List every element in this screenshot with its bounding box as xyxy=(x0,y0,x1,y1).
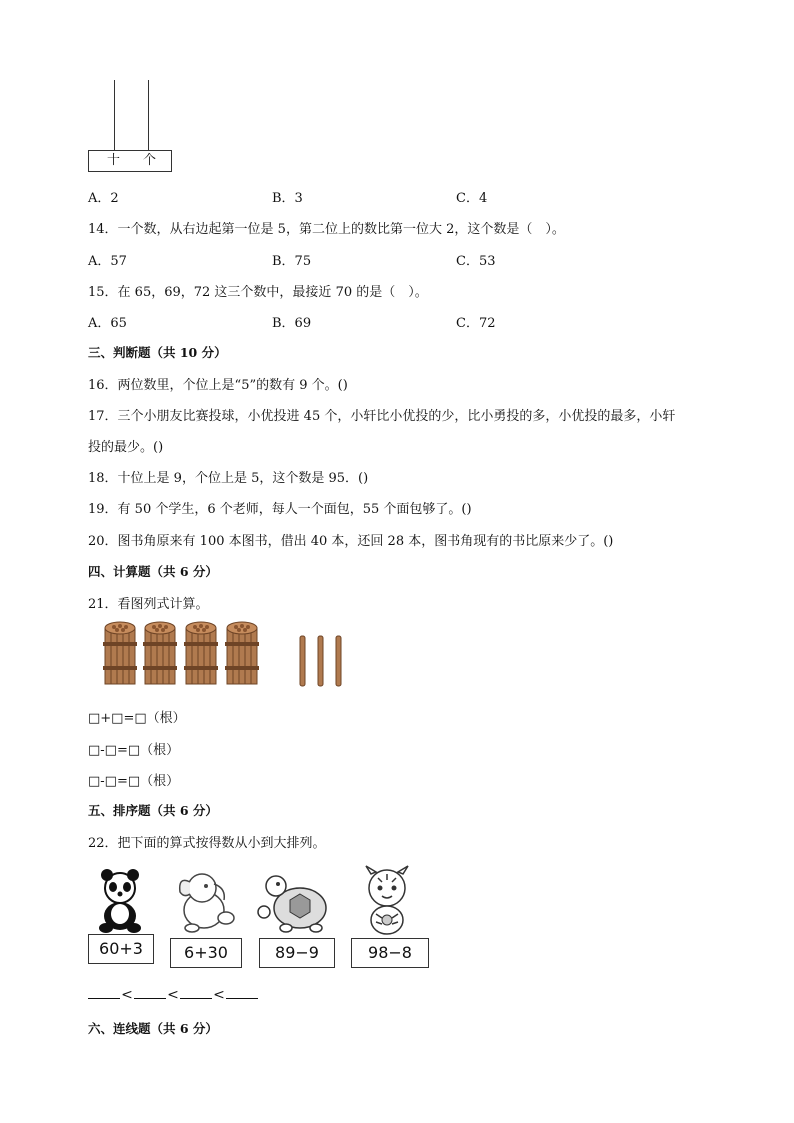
less-than-3: < xyxy=(213,987,225,1003)
single-stick-1 xyxy=(300,636,305,686)
abacus-label-ones: 个 xyxy=(143,153,157,168)
tiger-icon xyxy=(354,864,420,938)
stick-bundle-4 xyxy=(225,622,259,684)
section-4-heading: 四、计算题（共 6 分） xyxy=(88,564,218,579)
panda-icon xyxy=(92,868,148,934)
question-19: 19．有 50 个学生，6 个老师，每人一个面包，55 个面包够了。() xyxy=(88,502,472,517)
stick-bundle-2 xyxy=(143,622,177,684)
q13-option-b[interactable]: B．3 xyxy=(272,191,303,206)
q13-option-c[interactable]: C．4 xyxy=(456,191,488,206)
expression-box-3: 89−9 xyxy=(259,938,335,968)
section-5-heading: 五、排序题（共 6 分） xyxy=(88,803,218,818)
question-21: 21．看图列式计算。 xyxy=(88,597,209,612)
question-15: 15．在 65，69，72 这三个数中，最接近 70 的是（ ）。 xyxy=(88,285,428,300)
ordering-answer-line xyxy=(88,986,258,1003)
abacus-rod-ones xyxy=(148,80,149,150)
formula-2[interactable]: □-□=□（根） xyxy=(88,743,180,758)
question-20: 20．图书角原来有 100 本图书，借出 40 本，还回 28 本，图书角现有的书比原来少了。() xyxy=(88,534,614,549)
formula-1[interactable]: □+□=□（根） xyxy=(88,711,186,726)
q14-option-b[interactable]: B．75 xyxy=(272,254,312,269)
expression-box-1: 60+3 xyxy=(88,934,154,964)
less-than-1: < xyxy=(121,987,133,1003)
stick-bundle-3 xyxy=(184,622,218,684)
stick-bundle-1 xyxy=(103,622,137,684)
q15-option-c[interactable]: C．72 xyxy=(456,316,496,331)
section-3-heading: 三、判断题（共 10 分） xyxy=(88,345,227,360)
answer-blank-4[interactable] xyxy=(226,986,258,999)
question-17: 17．三个小朋友比赛投球，小优投进 45 个，小轩比小优投的少，比小勇投的多，小优投的最多，小轩 xyxy=(88,409,676,424)
question-22: 22．把下面的算式按得数从小到大排列。 xyxy=(88,836,326,851)
question-18: 18．十位上是 9，个位上是 5，这个数是 95．() xyxy=(88,471,369,486)
question-17-cont: 投的最少。() xyxy=(88,440,164,455)
expression-box-4: 98−8 xyxy=(351,938,429,968)
answer-blank-1[interactable] xyxy=(88,986,120,999)
q15-option-a[interactable]: A．65 xyxy=(88,316,127,331)
answer-blank-3[interactable] xyxy=(180,986,212,999)
sticks-illustration xyxy=(100,620,360,692)
q14-option-c[interactable]: C．53 xyxy=(456,254,496,269)
formula-3[interactable]: □-□=□（根） xyxy=(88,774,180,789)
single-stick-2 xyxy=(318,636,323,686)
question-14: 14．一个数，从右边起第一位是 5，第二位上的数比第一位大 2，这个数是（ ）。 xyxy=(88,222,565,237)
elephant-icon xyxy=(170,866,238,936)
q15-option-b[interactable]: B．69 xyxy=(272,316,312,331)
question-16: 16．两位数里，个位上是“5”的数有 9 个。() xyxy=(88,378,348,393)
expression-box-2: 6+30 xyxy=(170,938,242,968)
less-than-2: < xyxy=(167,987,179,1003)
single-stick-3 xyxy=(336,636,341,686)
section-6-heading: 六、连线题（共 6 分） xyxy=(88,1021,218,1036)
turtle-icon xyxy=(256,872,336,936)
abacus-base xyxy=(88,150,172,172)
abacus-label-tens: 十 xyxy=(107,153,121,168)
abacus-rod-tens xyxy=(114,80,115,150)
answer-blank-2[interactable] xyxy=(134,986,166,999)
q14-option-a[interactable]: A．57 xyxy=(88,254,127,269)
q13-option-a[interactable]: A．2 xyxy=(88,191,119,206)
